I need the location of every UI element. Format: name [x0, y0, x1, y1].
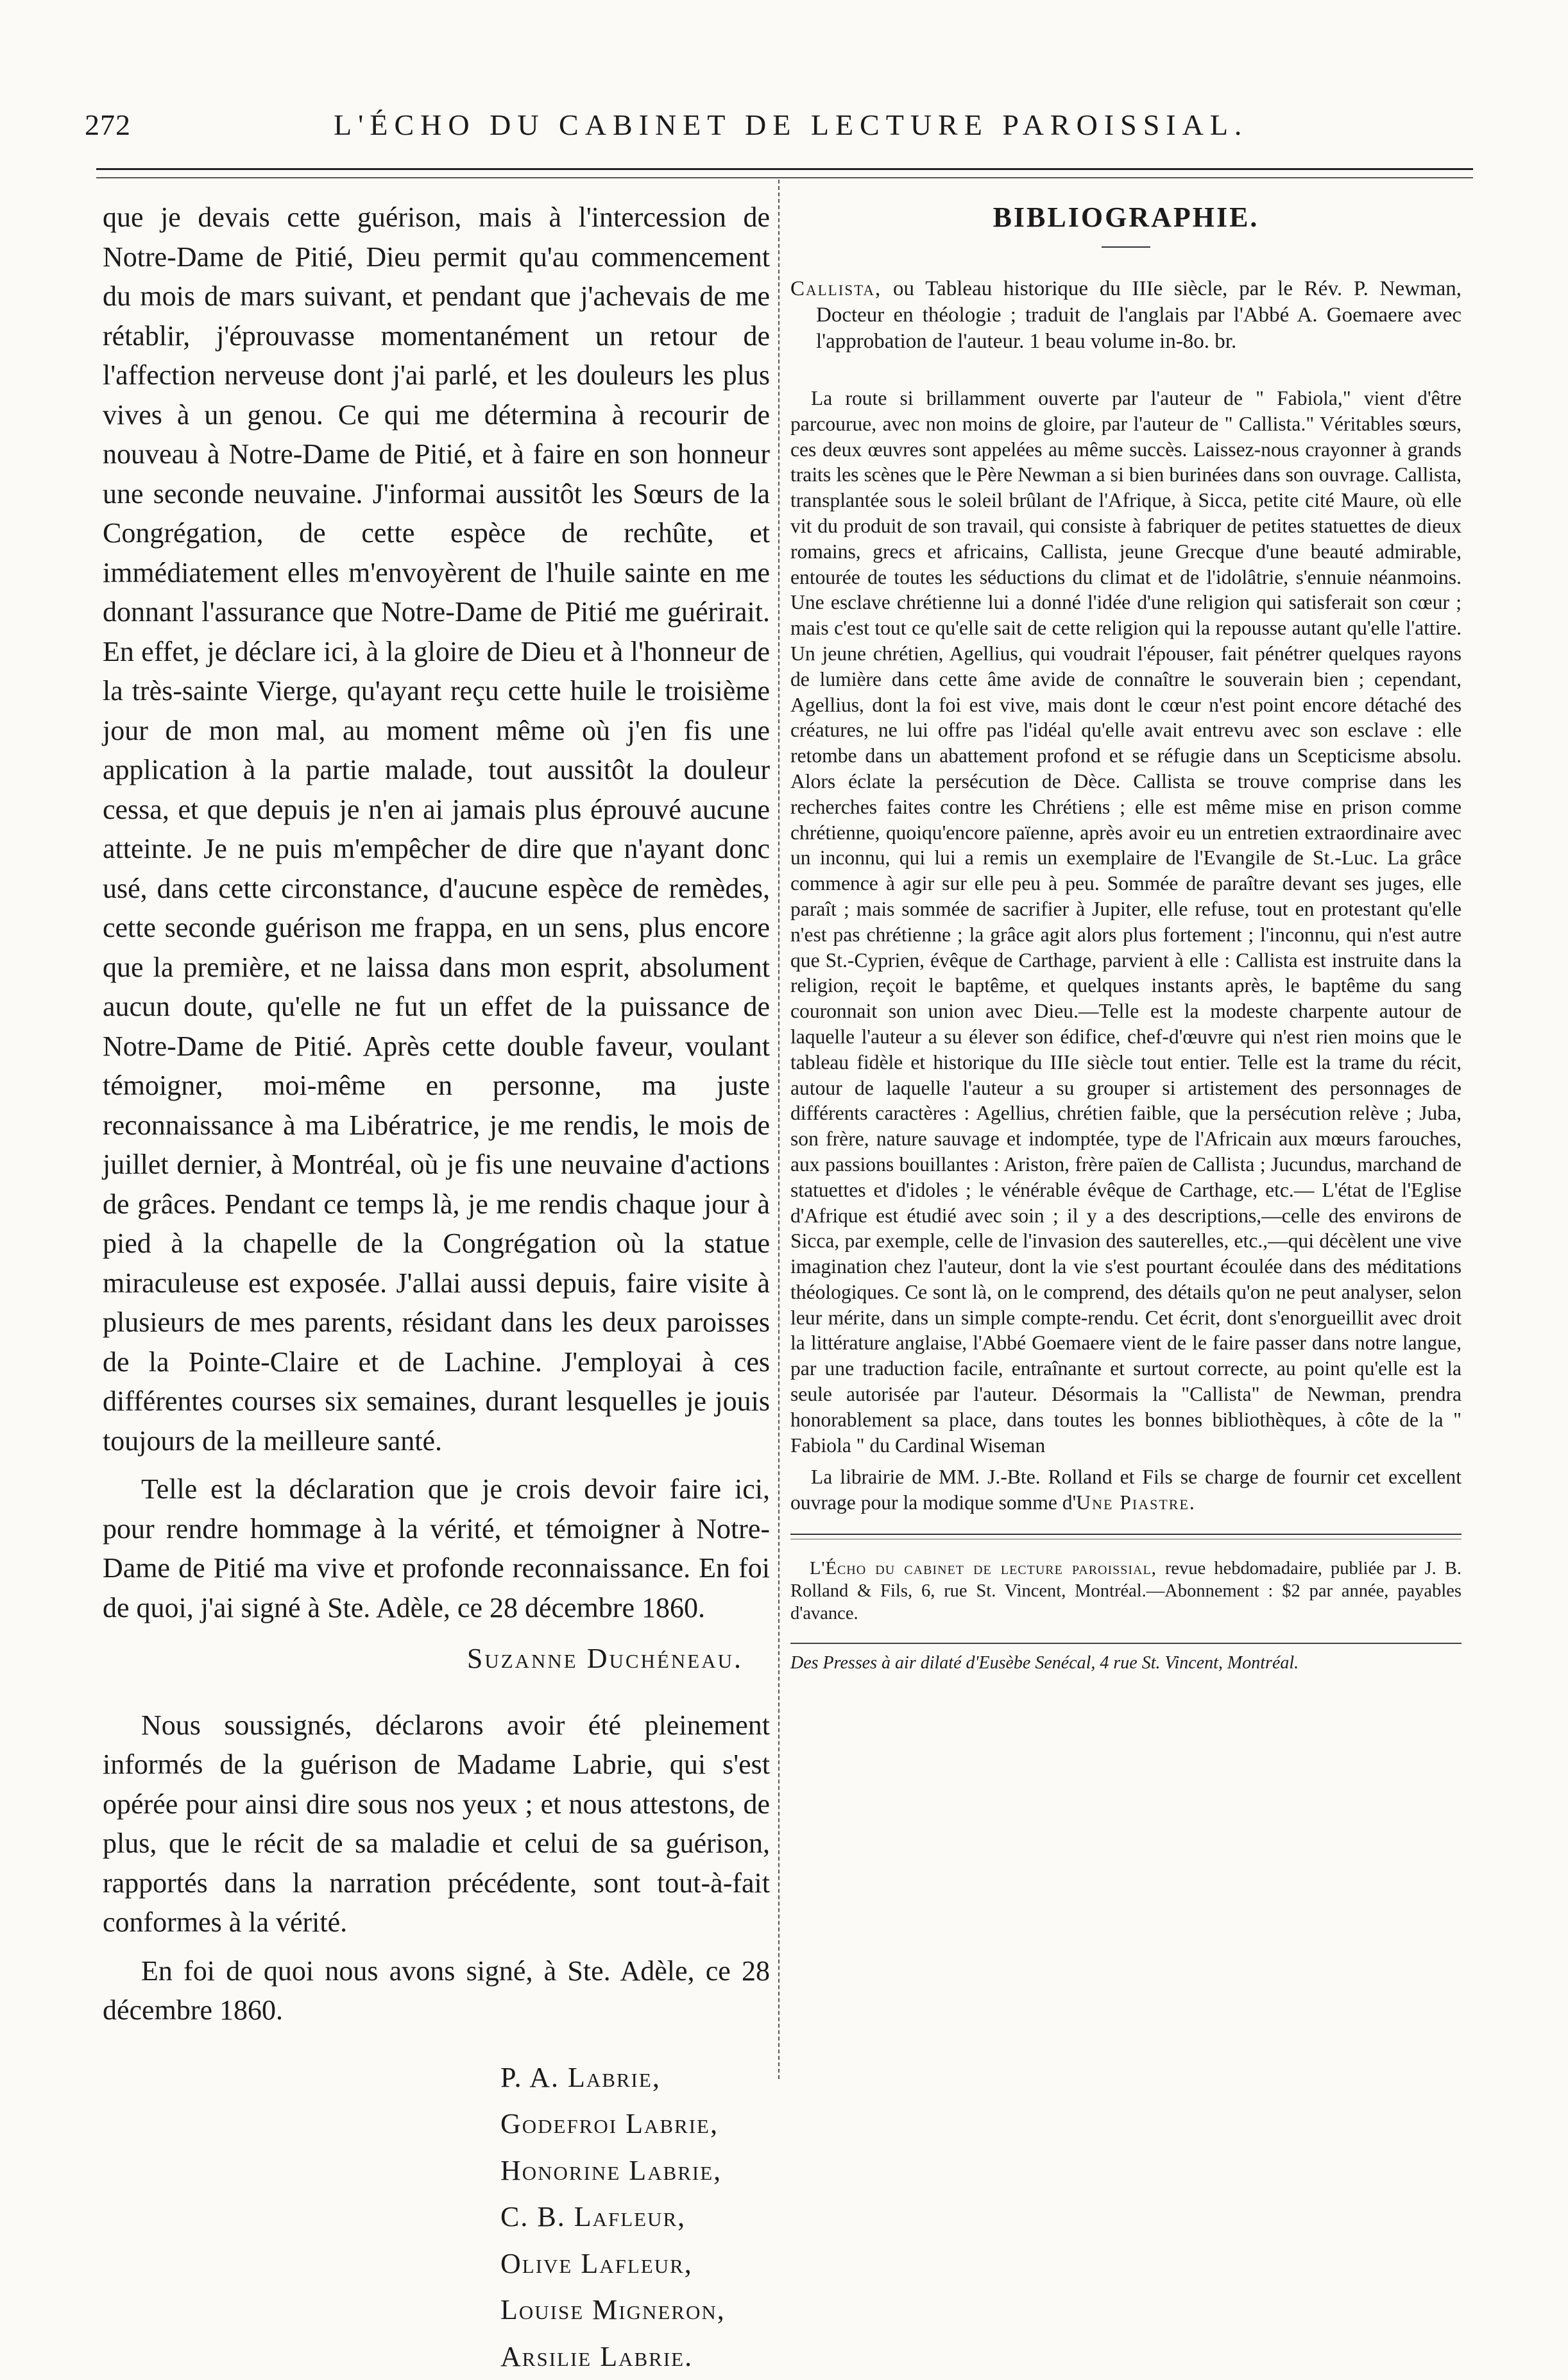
header-rule — [96, 168, 1473, 170]
title-rule — [1102, 246, 1150, 248]
printer-line: Des Presses à air dilaté d'Eusèbe Senécal, 4 rue St. Vincent, Montréal. — [790, 1650, 1461, 1676]
book-title: Callista, — [790, 277, 882, 300]
page-number: 272 — [85, 108, 131, 142]
colophon — [790, 1557, 1461, 1625]
testimony-paragraph: que je devais cette guérison, mais à l'intercession de Notre-Dame de Pitié, Dieu permit qu'au commencement du mois de mars suivant, et pendant que j'achevais de me rétablir, j'éprouvasse momentanément un retour de l'affection nerveuse dont j'ai parlé, et les douleurs les plus vives à un genou. Ce qui me détermina à recourir de nouveau à Notre-Dame de Pitié, et à faire en son honneur une seconde neuvaine. J'informai aussitôt les Sœurs de la Congrégation, de cette espèce de rechûte, et immédiatement elles m'envoyèrent de l'huile sainte en me donnant l'assurance que Notre-Dame de Pitié me guérirait. En effet, je déclare ici, à la gloire de Dieu et à l'honneur de la très-sainte Vierge, qu'ayant reçu cette huile le troisième jour de mon mal, au moment même où j'en fis une application à la partie malade, tout aussitôt la douleur cessa, et que depuis je n'en ai jamais plus éprouvé aucune atteinte. Je ne puis m'empêcher de dire que n'ayant donc usé, dans cette circonstance, d'aucune espèce de remèdes, cette seconde guérison me frappa, en un sens, plus encore que la première, et ne laissa dans mon esprit, absolument aucun doute, qu'elle ne fut un effet de la puissance de Notre-Dame de Pitié. Après cette double faveur, voulant témoigner, moi-même en personne, ma juste reconnaissance à ma Libératrice, je me rendis, le mois de juillet dernier, à Montréal, où je fis une neuvaine d'actions de grâces. Pendant ce temps là, je me rendis chaque jour à pied à la chapelle de la Congrégation où la statue miraculeuse est exposée. J'allai aussi depuis, faire visite à plusieurs de mes parents, résidant dans les deux paroisses de la Pointe-Claire et de Lachine. J'employai à ces différentes courses six semaines, durant lesquelles je jouis toujours de la meilleure santé. — [103, 198, 770, 1460]
printer-rule — [790, 1643, 1461, 1644]
sale-note — [790, 1464, 1461, 1516]
column-divider — [778, 180, 780, 2079]
signers-list — [500, 2055, 770, 2380]
signer-name: P. A. Labrie, — [500, 2055, 770, 2102]
book-review: La route si brillamment ouverte par l'auteur de " Fabiola," vient d'être parcourue, avec non moins de gloire, par l'auteur de " Callista." Véritables sœurs, ces deux œuvres sont appelées au même succès. Laissez-nous crayonner à grands traits les scènes que le Père Newman a si bien burinées dans son ouvrage. Callista, transplantée sous le soleil brûlant de l'Afrique, à Sicca, petite cité Maure, où elle vit du produit de son travail, qui consiste à fabriquer de petites statuettes de dieux romains, grecs et africains, Callista, jeune Grecque d'une beauté admirable, entourée de toutes les séductions du climat et de l'idolâtrie, s'ennuie néanmoins. Une esclave chrétienne lui a donné l'idée d'une religion qui satisferait son cœur ; mais c'est tout ce qu'elle sait de cette religion qui la repousse autant qu'elle l'attire. Un jeune chrétien, Agellius, qui voudrait l'épouser, fait pénétrer quelques rayons de lumière dans cette âme avide de connaître le souverain bien ; cependant, Agellius, dont la foi est vive, mais dont le cœur n'est point encore détaché des créatures, ne lui offre pas l'idéal qu'elle avait entrevu avec son esclave : elle retombe dans un abattement profond et se réfugie dans un Scepticisme absolu. Alors éclate la persécution de Dèce. Callista se trouve comprise dans les recherches faites contre les Chrétiens ; elle est même mise en prison comme chrétienne, quoiqu'encore païenne, après avoir eu un entretien extraordinaire avec un inconnu, qui lui a remis un exemplaire de l'Evangile de St.-Luc. La grâce commence à agir sur elle peu à peu. Sommée de paraître devant ses juges, elle paraît ; mais sommée de sacrifier à Jupiter, elle refuse, tout en protestant qu'elle n'est pas chrétienne ; la grâce agit alors plus fortement ; l'inconnu, qui n'est autre que St.-Cyprien, évêque de Carthage, parvient à elle : Callista est instruite dans la religion, reçoit le baptême, et quelques instants après, le baptême du sang couronnait son union avec Dieu.—Telle est la modeste charpente autour de laquelle l'auteur a su élever son édifice, chef-d'œuvre qui n'est rien moins que le tableau fidèle et historique du IIIe siècle tout entier. Telle est la trame du récit, autour de laquelle l'auteur a su grouper si artistement des personnages de différents caractères : Agellius, chrétien faible, que la persécution relève ; Juba, son frère, nature sauvage et indomptée, type de l'Africain aux mœurs farouches, aux passions bouillantes : Ariston, frère païen de Callista ; Jucundus, marchand de statuettes et d'idoles ; le vénérable évêque de Carthage, etc.— L'état de l'Eglise d'Afrique est étudié avec soin ; il y a des descriptions,—celle des environs de Sicca, par exemple, celle de l'invasion des sauterelles, etc.,—qui décèlent une vive imagination chez l'auteur, dont la vie s'est pourtant écoulée dans des méditations théologiques. Ce sont là, on le comprend, des détails qu'on ne peut analyser, selon leur mérite, dans un simple compte-rendu. Cet écrit, dont s'enorgueillit avec droit la littérature anglaise, l'Abbé Goemaere vient de le faire passer dans notre langue, par une traduction facile, entraînante et surtout correcte, au point qu'elle est la seule autorisée par l'auteur. Désormais la "Callista" de Newman, prendra honorablement sa place, dans toutes les bonnes bibliothèques, à côte de la " Fabiola " du Cardinal Wiseman — [790, 386, 1461, 1458]
signer-name: Godefroi Labrie, — [500, 2101, 770, 2148]
colophon-journal: L'Écho du cabinet de lecture paroissial, — [810, 1559, 1157, 1579]
section-title: BIBLIOGRAPHIE. — [790, 198, 1461, 237]
signer-name: Louise Migneron, — [500, 2287, 770, 2334]
right-column — [790, 198, 1461, 1676]
book-entry — [790, 276, 1461, 355]
declaration-paragraph: Telle est la déclaration que je crois devoir faire ici, pour rendre hommage à la vérité, et témoigner à Notre-Dame de Pitié ma vive et profonde reconnaissance. En foi de quoi, j'ai signé à Ste. Adèle, ce 28 décembre 1860. — [103, 1469, 770, 1627]
footer-rule — [790, 1534, 1461, 1535]
header-rule-thin — [96, 177, 1473, 178]
signing-paragraph: En foi de quoi nous avons signé, à Ste. Adèle, ce 28 décembre 1860. — [103, 1951, 770, 2030]
left-column — [103, 198, 770, 2380]
signature-duchéneau: Suzanne Duchéneau. — [103, 1639, 770, 1679]
attestation-paragraph: Nous soussignés, déclarons avoir été pleinement informés de la guérison de Madame Labrie, qui s'est opérée pour ainsi dire sous nos yeux ; et nous attestons, de plus, que le récit de sa maladie et celui de sa guérison, rapportés dans la narration précédente, sont tout-à-fait conformes à la vérité. — [103, 1706, 770, 1942]
signer-name: Honorine Labrie, — [500, 2148, 770, 2195]
journal-title: L'ÉCHO DU CABINET DE LECTURE PAROISSIAL. — [334, 108, 1248, 142]
sale-note-text: La librairie de MM. J.-Bte. Rolland et Fils se charge de fournir cet excellent ouvrage pour la modique somme d' — [790, 1466, 1461, 1514]
colophon-text: revue hebdomadaire, publiée par J. B. Rolland & Fils, 6, rue St. Vincent, Montréal.—Abonnement : $2 par année, payables d'avance. — [790, 1559, 1461, 1623]
signer-name: C. B. Lafleur, — [500, 2194, 770, 2241]
signer-name: Olive Lafleur, — [500, 2241, 770, 2288]
sale-price: Une Piastre. — [1076, 1491, 1196, 1514]
book-details: ou Tableau historique du IIIe siècle, par le Rév. P. Newman, Docteur en théologie ; traduit de l'anglais par l'Abbé A. Goemaere avec l'approbation de l'auteur. 1 beau volume in-8o. br. — [816, 277, 1461, 353]
signer-name: Arsilie Labrie. — [500, 2334, 770, 2380]
